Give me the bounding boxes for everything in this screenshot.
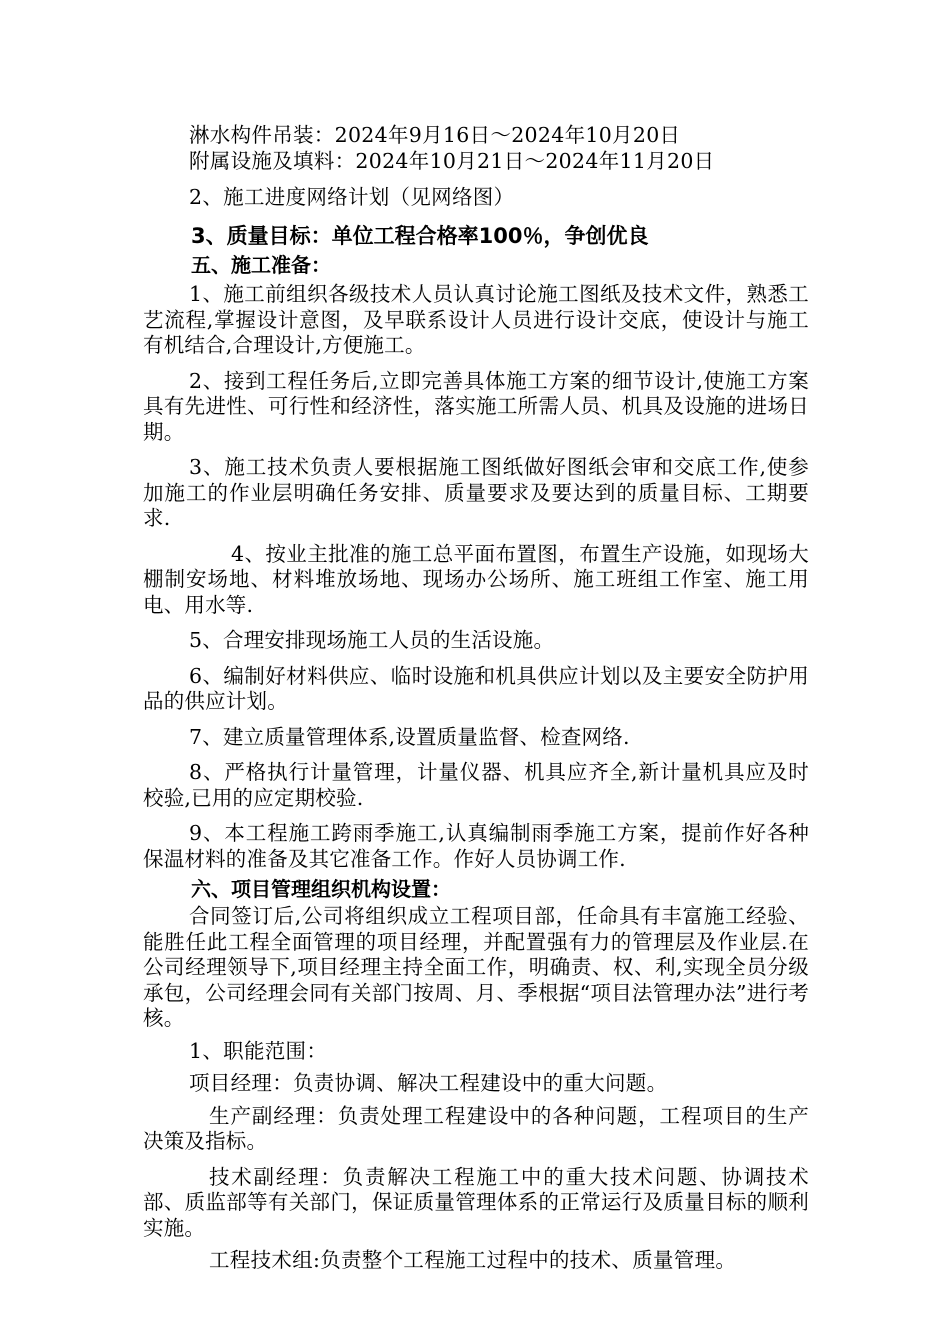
section6-intro: 合同签订后,公司将组织成立工程项目部，任命具有丰富施工经验、能胜任此工程全面管理的项目经理，并配置强有力的管理层及作业层.在公司经理领导下,项目经理主持全面工作，明确责、权、利,实现全员分级承包，公司经理会同有关部门按周、月、季根据“项目法管理办法”进行考核。: [143, 904, 809, 1030]
role-production-vice-manager: 生产副经理：负责处理工程建设中的各种问题，工程项目的生产决策及指标。: [143, 1103, 809, 1153]
role-technical-vice-manager: 技术副经理：负责解决工程施工中的重大技术问题、协调技术部、质监部等有关部门，保证质量管理体系的正常运行及质量目标的顺利实施。: [143, 1164, 809, 1240]
section5-title: 五、施工准备：: [191, 253, 331, 277]
section5-item-8: 8、严格执行计量管理，计量仪器、机具应齐全,新计量机具应及时校验,已用的应定期校验.: [143, 760, 809, 810]
role-project-manager: 项目经理：负责协调、解决工程建设中的重大问题。: [189, 1070, 668, 1095]
section5-item-4: 4、按业主批准的施工总平面布置图，布置生产设施，如现场大棚制安场地、材料堆放场地、现场办公场所、施工班组工作室、施工用电、用水等.: [143, 541, 809, 617]
scope-title: 1、职能范围：: [189, 1038, 328, 1063]
schedule-line-auxiliary-facilities: 附属设施及填料：2024年10月21日～2024年11月20日: [189, 149, 715, 173]
section5-item-5: 5、合理安排现场施工人员的生活设施。: [189, 628, 555, 652]
schedule-line-cooling-components: 淋水构件吊装：2024年9月16日～2024年10月20日: [189, 123, 681, 147]
section5-item-1: 1、施工前组织各级技术人员认真讨论施工图纸及技术文件，熟悉工艺流程,掌握设计意图，及早联系设计人员进行设计交底，使设计与施工有机结合,合理设计,方便施工。: [143, 282, 809, 357]
section6-title: 六、项目管理组织机构设置：: [191, 877, 451, 901]
section5-item-6: 6、编制好材料供应、临时设施和机具供应计划以及主要安全防护用品的供应计划。: [143, 663, 809, 713]
section5-item-3: 3、施工技术负责人要根据施工图纸做好图纸会审和交底工作,使参加施工的作业层明确任务安排、质量要求及要达到的质量目标、工期要求.: [143, 455, 809, 530]
network-plan-line: 2、施工进度网络计划（见网络图）: [189, 185, 515, 209]
section5-item-7: 7、建立质量管理体系,设置质量监督、检查网络.: [189, 724, 630, 749]
document-page: [143, 122, 809, 1273]
section5-item-2: 2、接到工程任务后,立即完善具体施工方案的细节设计,使施工方案具有先进性、可行性和经济性，落实施工所需人员、机具及设施的进场日期。: [143, 368, 809, 444]
role-engineering-tech-group: 工程技术组:负责整个工程施工过程中的技术、质量管理。: [209, 1248, 737, 1272]
section5-item-9: 9、本工程施工跨雨季施工,认真编制雨季施工方案，提前作好各种保温材料的准备及其它准备工作。作好人员协调工作.: [143, 821, 809, 871]
quality-goal-heading: 3、质量目标：单位工程合格率100％，争创优良: [191, 224, 649, 248]
